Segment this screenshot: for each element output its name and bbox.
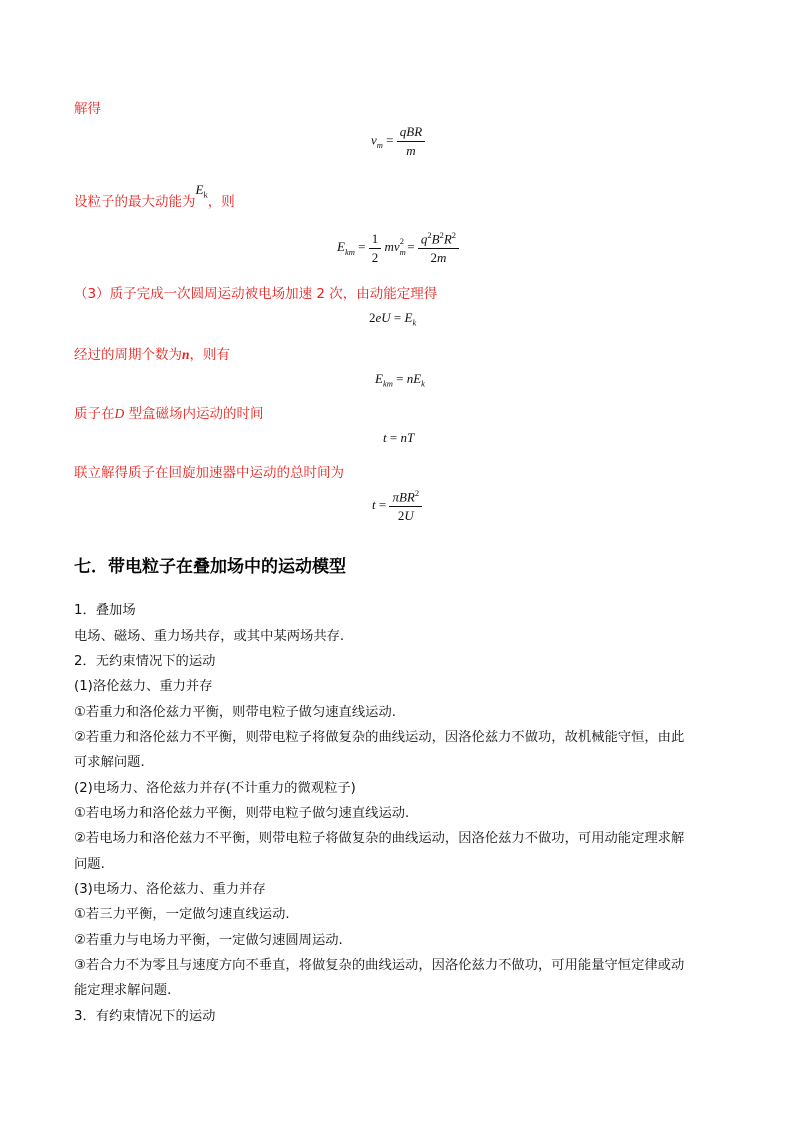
formula-2eu: $2eU = E_k$ bbox=[369, 310, 417, 328]
formula-vm: $v_m$ = $\frac{\text{qBR}}{m}$ bbox=[371, 124, 425, 159]
dbox-prefix: 质子在 bbox=[74, 406, 115, 422]
text-part3: （3）质子完成一次圆周运动被电场加速 2 次，由动能定理得 bbox=[74, 286, 438, 302]
set-ek-suffix: ，则 bbox=[207, 194, 235, 210]
cycles-var: n bbox=[182, 347, 190, 362]
text-cycles bbox=[74, 343, 230, 363]
body-line: 问题. bbox=[74, 857, 105, 872]
body-line: ②若重力和洛伦兹力不平衡，则带电粒子将做复杂的曲线运动，因洛伦兹力不做功，故机械能守恒，由此 bbox=[74, 730, 685, 745]
cycles-suffix: ，则有 bbox=[189, 347, 231, 363]
body-line: (1)洛伦兹力、重力并存 bbox=[74, 679, 213, 694]
body-line: 电场、磁场、重力场共存，或其中某两场共存. bbox=[74, 629, 345, 644]
body-line: (3)电场力、洛伦兹力、重力并存 bbox=[74, 882, 266, 897]
formula-t-nT: t = nT bbox=[383, 430, 415, 445]
section-title: 七．带电粒子在叠加场中的运动模型 bbox=[74, 557, 346, 577]
text-set-ek bbox=[74, 182, 235, 212]
cycles-prefix: 经过的周期个数为 bbox=[74, 347, 182, 363]
dbox-var: D bbox=[114, 406, 125, 421]
text-dbox bbox=[74, 402, 264, 422]
dbox-suffix: 型盒磁场内运动的时间 bbox=[124, 406, 264, 422]
formula-total-t: t = $\frac{\pi BR^2}{2U}$ bbox=[372, 488, 422, 524]
body-line: ①若三力平衡，一定做匀速直线运动. bbox=[74, 907, 290, 922]
text-total-time: 联立解得质子在回旋加速器中运动的总时间为 bbox=[74, 465, 344, 481]
body-line: 3．有约束情况下的运动 bbox=[74, 1009, 216, 1024]
body-line: ②若重力与电场力平衡，一定做匀速圆周运动. bbox=[74, 933, 343, 948]
body-line: 能定理求解问题. bbox=[74, 983, 172, 998]
formula-ekm: $E_{km}$ = $\frac{1}{2}$ $mv_m^2$ = $\frac{q^2B^2R^2}{2m}$ bbox=[337, 230, 459, 266]
symbol-ek: $E_k$ bbox=[195, 182, 208, 200]
body-line: ③若合力不为零且与速度方向不垂直，将做复杂的曲线运动，因洛伦兹力不做功，可用能量守恒定律或动 bbox=[74, 958, 685, 973]
body-line: ①若电场力和洛伦兹力平衡，则带电粒子做匀速直线运动. bbox=[74, 806, 410, 821]
text-jie-de: 解得 bbox=[74, 101, 101, 117]
body-line: 1．叠加场 bbox=[74, 603, 136, 618]
formula-ekm-nek: $E_{km} = nE_k$ bbox=[375, 371, 425, 389]
body-line: ①若重力和洛伦兹力平衡，则带电粒子做匀速直线运动. bbox=[74, 705, 396, 720]
body-line: ②若电场力和洛伦兹力不平衡，则带电粒子将做复杂的曲线运动，因洛伦兹力不做功，可用动能定理求解 bbox=[74, 831, 685, 846]
body-line: 可求解问题. bbox=[74, 755, 145, 770]
set-ek-prefix: 设粒子的最大动能为 bbox=[74, 194, 196, 210]
body-line: (2)电场力、洛伦兹力并存(不计重力的微观粒子) bbox=[74, 781, 356, 796]
body-line: 2．无约束情况下的运动 bbox=[74, 654, 216, 669]
